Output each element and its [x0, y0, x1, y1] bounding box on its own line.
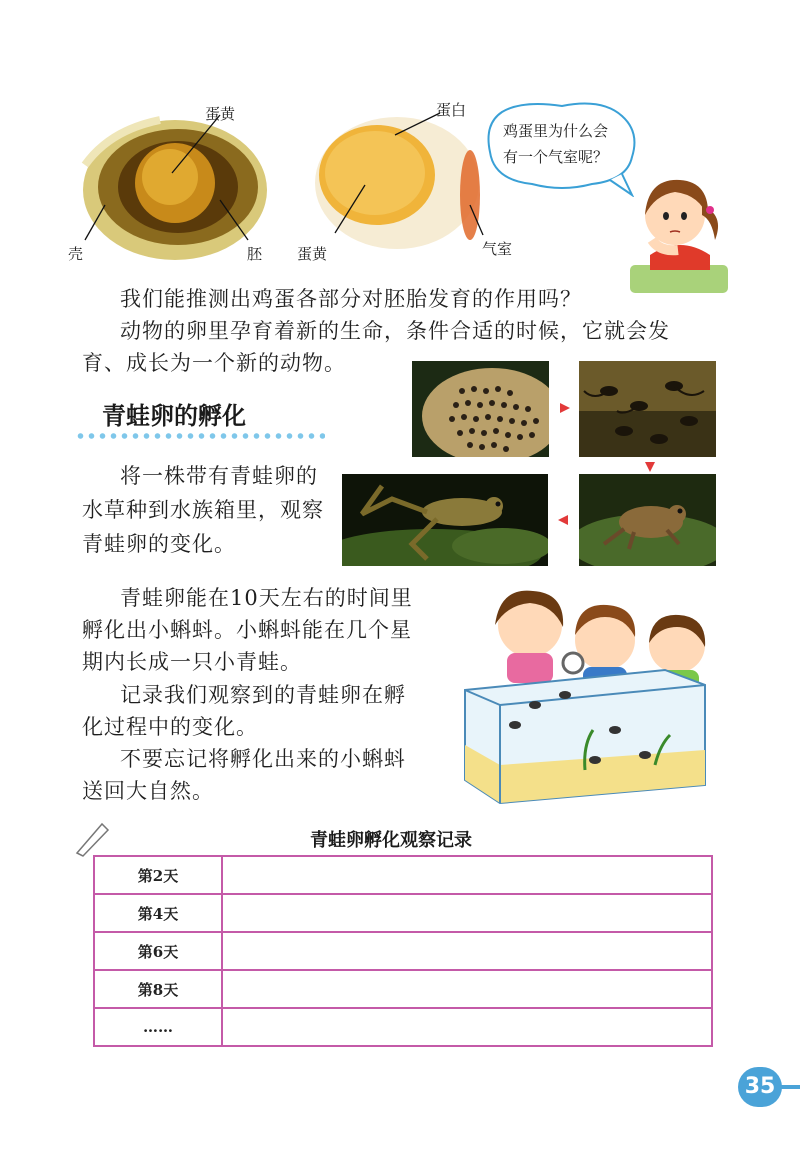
section-title: 青蛙卵的孵化 — [102, 402, 246, 430]
row-label: …… — [94, 1008, 222, 1046]
row-label: 第6天 — [94, 932, 222, 970]
intro-line-3: 育、成长为一个新的动物。 — [82, 351, 346, 375]
pencil-icon — [72, 818, 112, 858]
photo-young-frog — [579, 474, 716, 566]
instruction-line-1: 将一株带有青蛙卵的 — [120, 464, 318, 488]
label-embryo: 胚 — [247, 245, 263, 263]
photo-tadpoles — [579, 361, 716, 457]
row-label: 第8天 — [94, 970, 222, 1008]
arrow-down-icon — [645, 462, 655, 472]
kids-aquarium-illustration — [455, 585, 715, 810]
para1-line-1: 青蛙卵能在10天左右的时间里 — [120, 586, 413, 610]
label-egg-white: 蛋白 — [436, 101, 467, 119]
table-row — [94, 856, 712, 894]
para2-line-1: 记录我们观察到的青蛙卵在孵 — [120, 683, 406, 707]
row-label: 第4天 — [94, 894, 222, 932]
photo-frog-eggs — [412, 361, 549, 457]
para1-line-2: 孵化出小蝌蚪。小蝌蚪能在几个星 — [82, 618, 412, 642]
label-shell: 壳 — [68, 245, 84, 263]
para3-line-2: 送回大自然。 — [82, 779, 214, 803]
table-row — [94, 970, 712, 1008]
record-cell[interactable] — [222, 894, 712, 932]
intro-question: 我们能推测出鸡蛋各部分对胚胎发育的作用吗？ — [120, 287, 582, 311]
intro-line-2: 动物的卵里孕育着新的生命，条件合适的时候，它就会发 — [120, 319, 670, 343]
row-label: 第2天 — [94, 856, 222, 894]
para1-line-3: 期内长成一只小青蛙。 — [82, 650, 302, 674]
thinking-girl-illustration — [630, 170, 730, 300]
boiled-egg-illustration — [305, 105, 490, 255]
instruction-line-2: 水草种到水族箱里，观察 — [82, 498, 324, 522]
bubble-line-1: 鸡蛋里为什么会 — [503, 122, 609, 140]
para2-line-2: 化过程中的变化。 — [82, 715, 258, 739]
arrow-right-icon — [560, 403, 570, 413]
para3-line-1: 不要忘记将孵化出来的小蝌蚪 — [120, 747, 406, 771]
label-air-cell: 气室 — [482, 240, 513, 258]
table-row — [94, 894, 712, 932]
instruction-line-3: 青蛙卵的变化。 — [82, 532, 236, 556]
bubble-line-2: 有一个气室呢？ — [503, 148, 609, 166]
label-yolk-left: 蛋黄 — [205, 105, 236, 123]
record-table-title: 青蛙卵孵化观察记录 — [310, 830, 472, 851]
photo-adult-frog — [342, 474, 548, 566]
page-number: 35 — [738, 1067, 782, 1107]
arrow-left-icon — [558, 515, 568, 525]
record-cell[interactable] — [222, 970, 712, 1008]
record-cell[interactable] — [222, 932, 712, 970]
page-number-rule — [780, 1085, 800, 1089]
record-cell[interactable] — [222, 1008, 712, 1046]
section-divider — [75, 433, 325, 439]
observation-record-table — [93, 855, 713, 1047]
egg-yolk-illustration — [70, 105, 270, 270]
record-cell[interactable] — [222, 856, 712, 894]
label-yolk-right: 蛋黄 — [297, 245, 328, 263]
table-row — [94, 932, 712, 970]
table-row — [94, 1008, 712, 1046]
